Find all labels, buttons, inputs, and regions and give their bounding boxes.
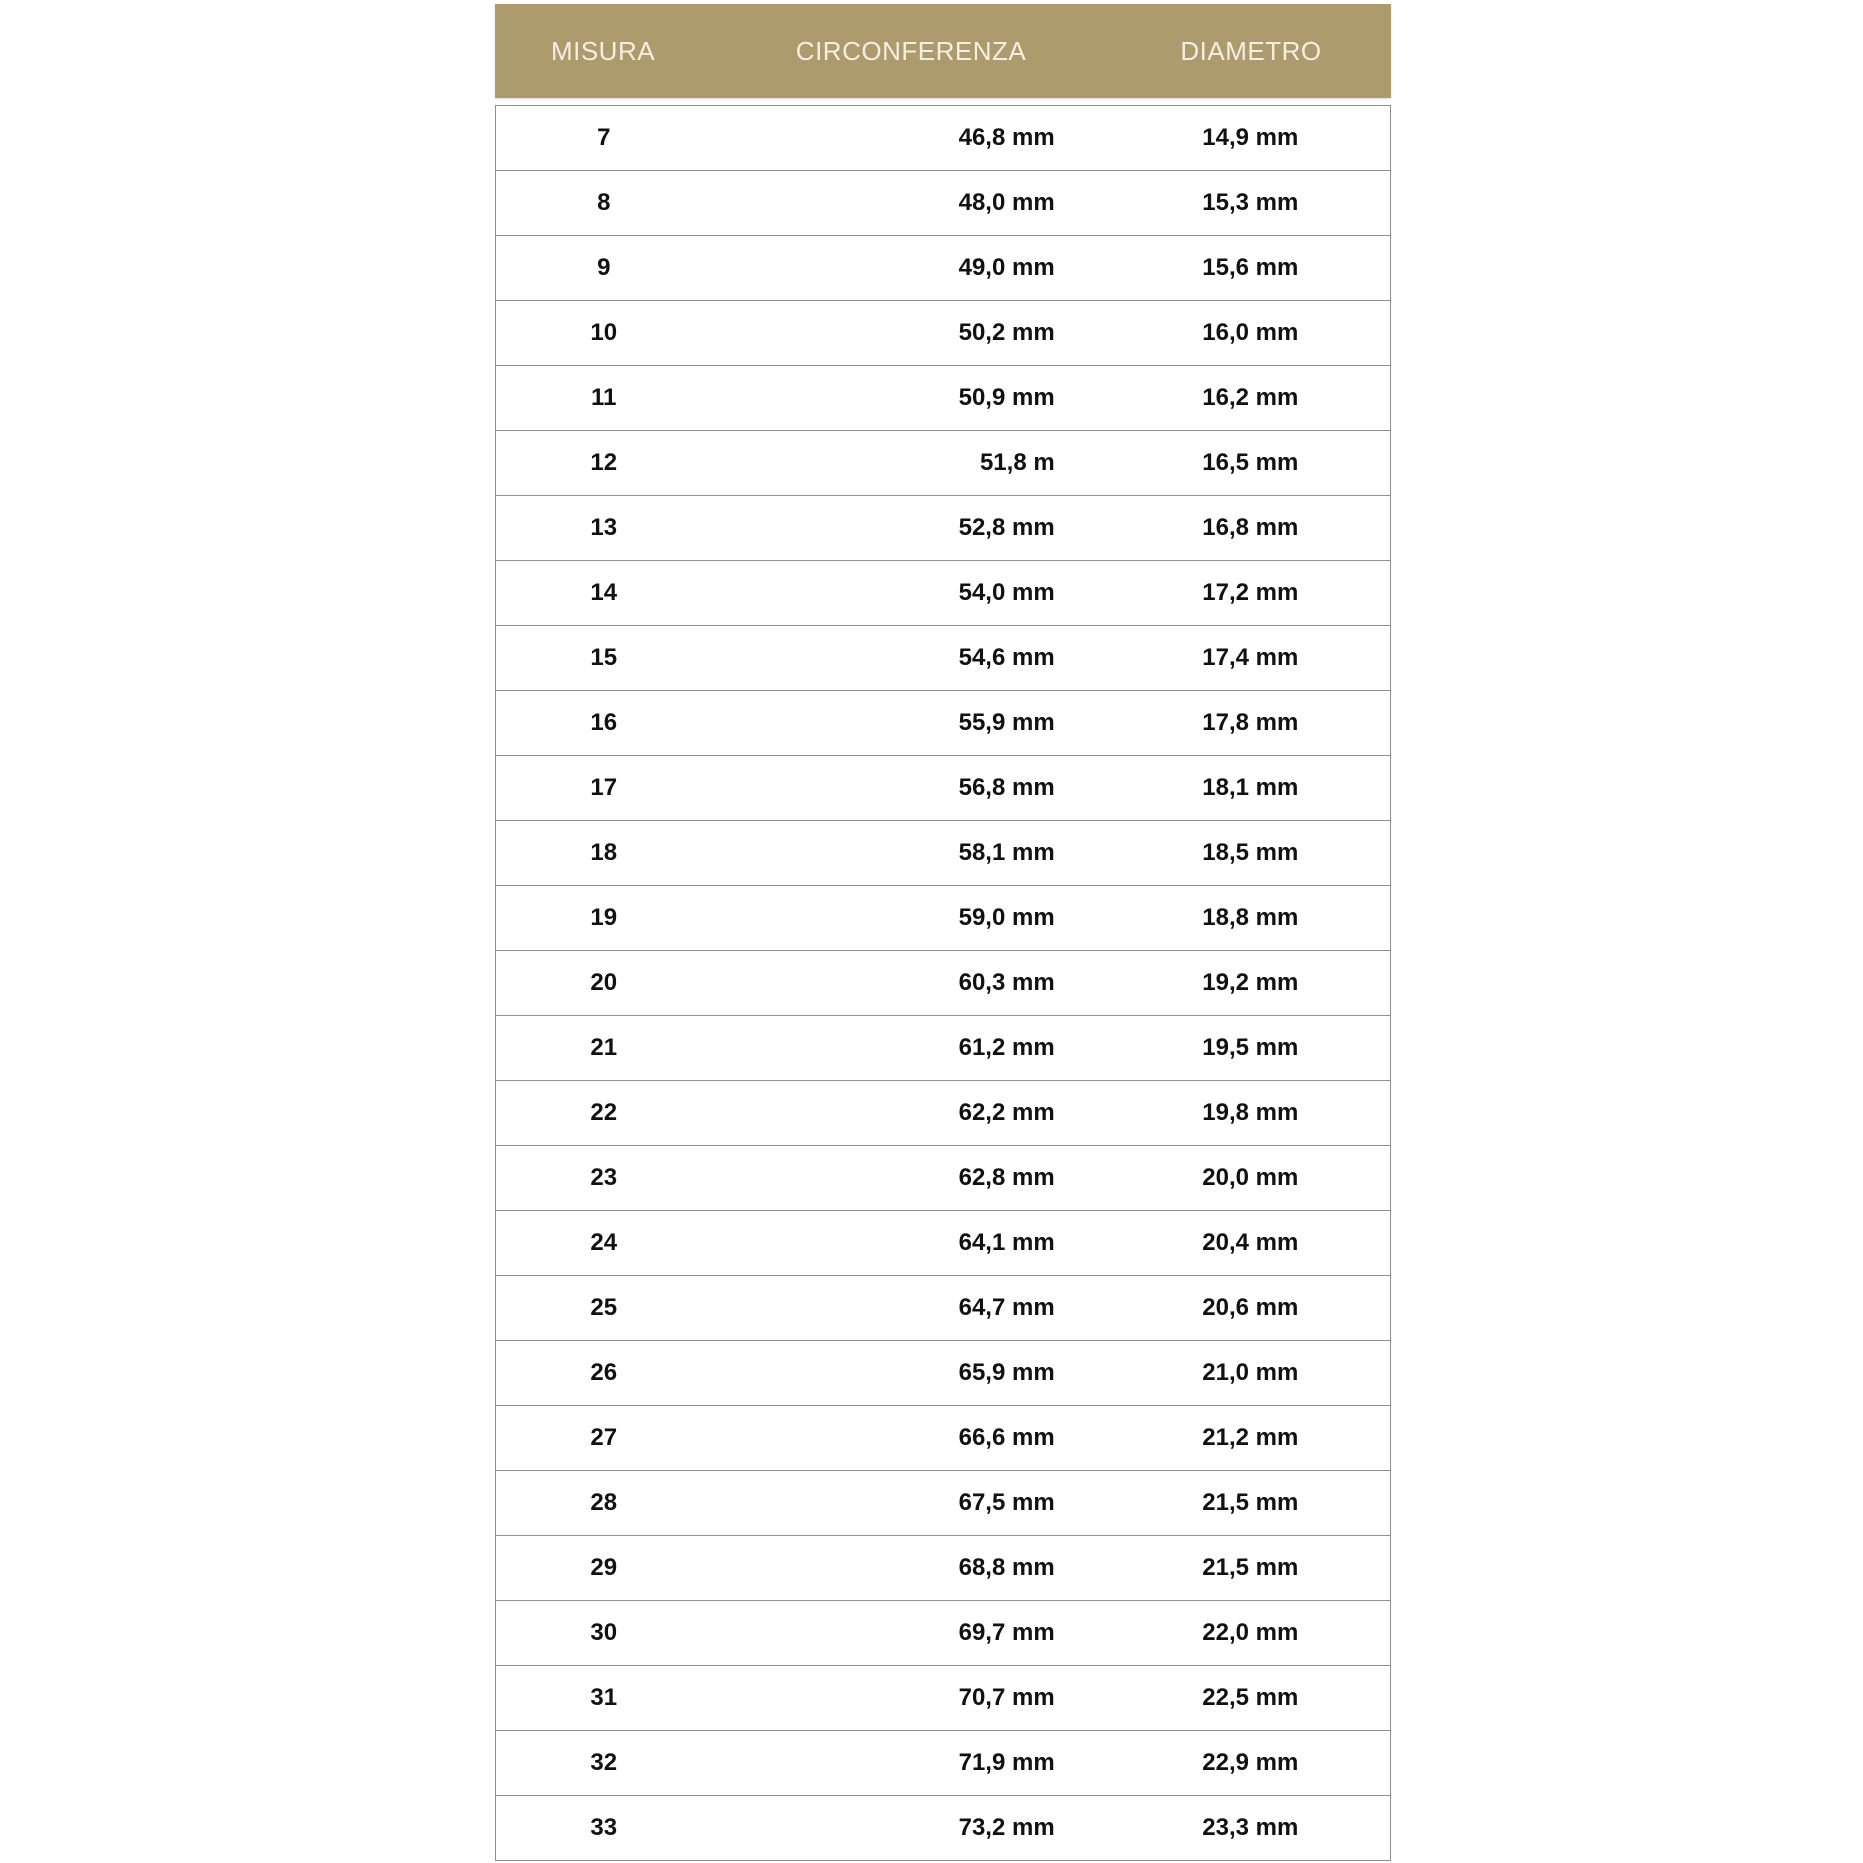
table-row — [496, 1016, 1390, 1081]
cell-diametro: 19,5 mm — [1202, 1034, 1299, 1061]
cell-circonferenza: 54,0 mm — [958, 579, 1055, 606]
table-row — [496, 1081, 1390, 1146]
table-row — [496, 106, 1390, 171]
cell-diametro: 20,4 mm — [1202, 1229, 1299, 1256]
cell-misura: 29 — [590, 1554, 618, 1581]
cell-misura: 30 — [590, 1619, 618, 1646]
table-row — [496, 626, 1390, 691]
table-row — [496, 1406, 1390, 1471]
cell-diametro: 16,0 mm — [1202, 319, 1299, 346]
cell-diametro: 18,8 mm — [1202, 904, 1299, 931]
table-row — [496, 1341, 1390, 1406]
cell-misura: 21 — [590, 1034, 618, 1061]
cell-circonferenza: 69,7 mm — [958, 1619, 1055, 1646]
cell-misura: 31 — [590, 1684, 618, 1711]
table-row — [496, 496, 1390, 561]
table-row — [496, 236, 1390, 301]
cell-circonferenza: 54,6 mm — [958, 644, 1055, 671]
table-row — [496, 1666, 1390, 1731]
cell-diametro: 18,5 mm — [1202, 839, 1299, 866]
header-misura: MISURA — [550, 35, 656, 66]
cell-misura: 9 — [597, 254, 611, 281]
table-row — [496, 1471, 1390, 1536]
cell-diametro: 20,0 mm — [1202, 1164, 1299, 1191]
cell-diametro: 16,2 mm — [1202, 384, 1299, 411]
cell-misura: 7 — [597, 124, 611, 151]
cell-circonferenza: 51,8 m — [979, 449, 1055, 476]
cell-diametro: 15,6 mm — [1202, 254, 1299, 281]
table-row — [496, 561, 1390, 626]
cell-diametro: 21,5 mm — [1202, 1554, 1299, 1581]
ring-size-table — [495, 4, 1391, 1861]
cell-circonferenza: 65,9 mm — [958, 1359, 1055, 1386]
cell-circonferenza: 50,2 mm — [958, 319, 1055, 346]
cell-diametro: 19,8 mm — [1202, 1099, 1299, 1126]
cell-misura: 10 — [590, 319, 618, 346]
table-row — [496, 821, 1390, 886]
cell-circonferenza: 56,8 mm — [958, 774, 1055, 801]
cell-diametro: 21,2 mm — [1202, 1424, 1299, 1451]
cell-misura: 23 — [590, 1164, 618, 1191]
cell-misura: 28 — [590, 1489, 618, 1516]
table-row — [496, 1796, 1390, 1861]
table-row — [496, 691, 1390, 756]
cell-circonferenza: 68,8 mm — [958, 1554, 1055, 1581]
table-row — [496, 951, 1390, 1016]
cell-misura: 22 — [590, 1099, 618, 1126]
cell-misura: 18 — [590, 839, 618, 866]
table-row — [496, 366, 1390, 431]
cell-circonferenza: 46,8 mm — [958, 124, 1055, 151]
header-circonferenza: CIRCONFERENZA — [795, 35, 1027, 66]
cell-diametro: 14,9 mm — [1202, 124, 1299, 151]
cell-diametro: 22,9 mm — [1202, 1749, 1299, 1776]
cell-diametro: 15,3 mm — [1202, 189, 1299, 216]
cell-circonferenza: 71,9 mm — [958, 1749, 1055, 1776]
cell-misura: 24 — [590, 1229, 618, 1256]
cell-circonferenza: 67,5 mm — [958, 1489, 1055, 1516]
cell-misura: 32 — [590, 1749, 618, 1776]
table-row — [496, 1731, 1390, 1796]
table-row — [496, 1146, 1390, 1211]
cell-misura: 17 — [590, 774, 618, 801]
table-row — [496, 431, 1390, 496]
cell-diametro: 22,5 mm — [1202, 1684, 1299, 1711]
cell-circonferenza: 55,9 mm — [958, 709, 1055, 736]
table-row — [496, 756, 1390, 821]
cell-misura: 20 — [590, 969, 618, 996]
cell-diametro: 16,8 mm — [1202, 514, 1299, 541]
table-row — [496, 1601, 1390, 1666]
cell-circonferenza: 64,7 mm — [958, 1294, 1055, 1321]
table-row — [496, 886, 1390, 951]
cell-circonferenza: 52,8 mm — [958, 514, 1055, 541]
cell-circonferenza: 60,3 mm — [958, 969, 1055, 996]
cell-misura: 14 — [590, 579, 618, 606]
table-row — [496, 1536, 1390, 1601]
cell-circonferenza: 58,1 mm — [958, 839, 1055, 866]
cell-misura: 26 — [590, 1359, 618, 1386]
cell-misura: 12 — [590, 449, 618, 476]
cell-diametro: 20,6 mm — [1202, 1294, 1299, 1321]
table-row — [496, 301, 1390, 366]
cell-circonferenza: 59,0 mm — [958, 904, 1055, 931]
cell-circonferenza: 66,6 mm — [958, 1424, 1055, 1451]
cell-diametro: 21,5 mm — [1202, 1489, 1299, 1516]
cell-circonferenza: 62,2 mm — [958, 1099, 1055, 1126]
cell-misura: 27 — [590, 1424, 618, 1451]
cell-diametro: 21,0 mm — [1202, 1359, 1299, 1386]
cell-misura: 11 — [591, 384, 617, 411]
cell-diametro: 23,3 mm — [1202, 1814, 1299, 1841]
cell-circonferenza: 64,1 mm — [958, 1229, 1055, 1256]
cell-misura: 33 — [590, 1814, 618, 1841]
cell-diametro: 17,8 mm — [1202, 709, 1299, 736]
cell-circonferenza: 50,9 mm — [958, 384, 1055, 411]
cell-misura: 13 — [590, 514, 618, 541]
cell-diametro: 19,2 mm — [1202, 969, 1299, 996]
cell-circonferenza: 48,0 mm — [958, 189, 1055, 216]
cell-misura: 25 — [590, 1294, 618, 1321]
table-body — [495, 105, 1391, 1861]
cell-circonferenza: 62,8 mm — [958, 1164, 1055, 1191]
table-header — [495, 4, 1391, 98]
cell-misura: 16 — [590, 709, 618, 736]
cell-diametro: 16,5 mm — [1202, 449, 1299, 476]
cell-diametro: 18,1 mm — [1202, 774, 1299, 801]
cell-diametro: 22,0 mm — [1202, 1619, 1299, 1646]
cell-circonferenza: 73,2 mm — [958, 1814, 1055, 1841]
header-diametro: DIAMETRO — [1180, 35, 1322, 66]
cell-diametro: 17,2 mm — [1202, 579, 1299, 606]
cell-circonferenza: 49,0 mm — [958, 254, 1055, 281]
table-row — [496, 1276, 1390, 1341]
cell-diametro: 17,4 mm — [1202, 644, 1299, 671]
cell-misura: 8 — [597, 189, 611, 216]
cell-circonferenza: 61,2 mm — [958, 1034, 1055, 1061]
cell-misura: 19 — [590, 904, 618, 931]
table-row — [496, 1211, 1390, 1276]
cell-circonferenza: 70,7 mm — [958, 1684, 1055, 1711]
cell-misura: 15 — [590, 644, 618, 671]
table-row — [496, 171, 1390, 236]
